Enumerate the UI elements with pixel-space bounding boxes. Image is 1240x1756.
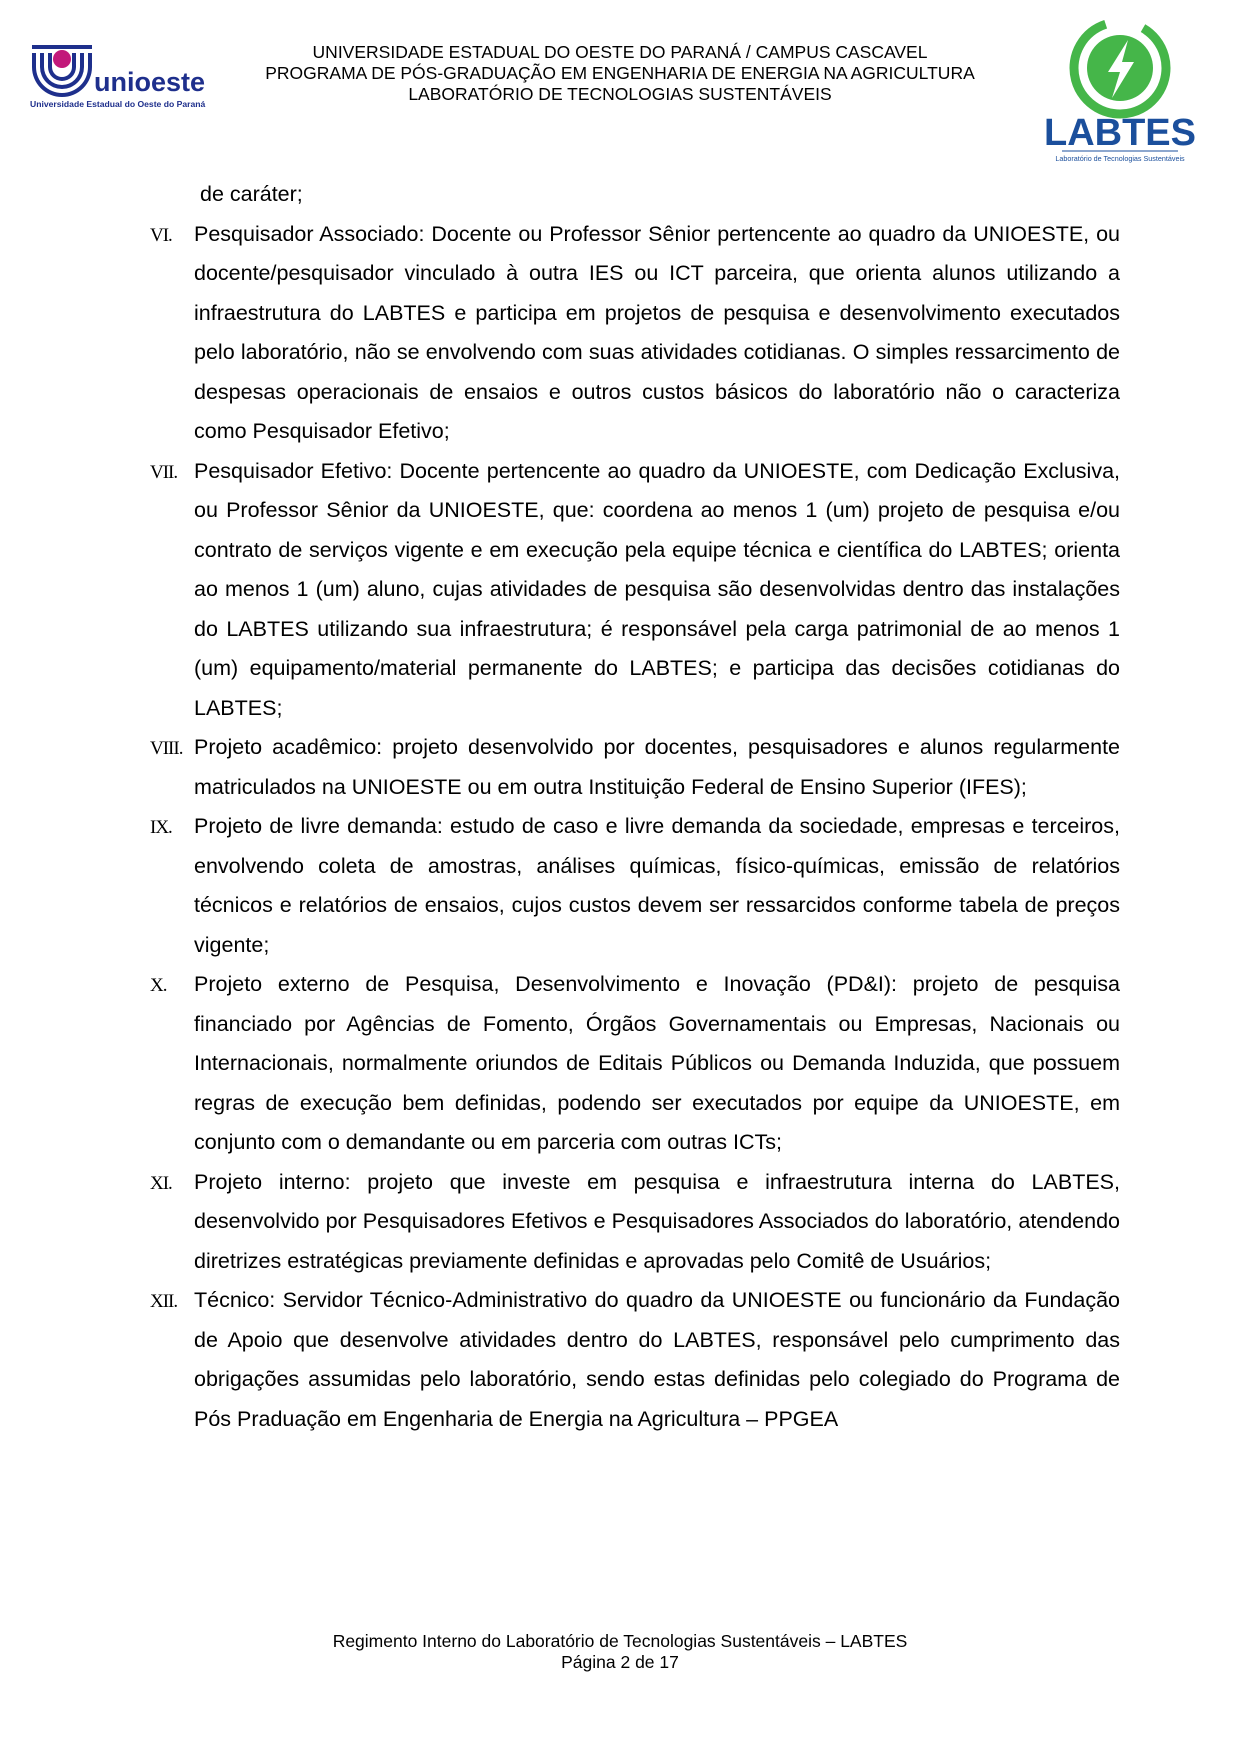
definition-item	[150, 965, 1120, 1163]
item-text: Projeto externo de Pesquisa, Desenvolvimento e Inovação (PD&I): projeto de pesquisa financiado por Agências de Fomento, Órgãos Governamentais ou Empresas, Nacionais ou Internacionais, normalmente oriundos de Editais Públicos ou Demanda Induzida, que possuem regras de execução bem definidas, podendo ser executados por equipe da UNIOESTE, em conjunto com o demandante ou em parceria com outras ICTs;	[194, 972, 1120, 1154]
item-numeral: X.	[150, 975, 167, 996]
svg-text:Laboratório de Tecnologias Sus: Laboratório de Tecnologias Sustentáveis	[1055, 154, 1185, 163]
item-text: Pesquisador Associado: Docente ou Professor Sênior pertencente ao quadro da UNIOESTE, ou docente/pesquisador vinculado à outra IES ou ICT parceira, que orienta alunos utilizando a infraestrutura do LABTES e participa em projetos de pesquisa e desenvolvimento executados pelo laboratório, não se envolvendo com suas atividades cotidianas. O simples ressarcimento de despesas operacionais de ensaios e outros custos básicos do laboratório não o caracteriza como Pesquisador Efetivo;	[194, 221, 1120, 443]
item-text: Projeto interno: projeto que investe em pesquisa e infraestrutura interna do LABTES, desenvolvido por Pesquisadores Efetivos e Pesquisadores Associados do laboratório, atendendo diretrizes estratégicas previamente definidas e aprovadas pelo Comitê de Usuários;	[194, 1169, 1120, 1273]
definition-item	[150, 807, 1120, 965]
footer-title: Regimento Interno do Laboratório de Tecnologias Sustentáveis – LABTES	[332, 1631, 908, 1651]
page-header	[0, 0, 1240, 175]
definition-item	[150, 452, 1120, 729]
svg-text:unioeste: unioeste	[94, 67, 206, 97]
header-university: UNIVERSIDADE ESTADUAL DO OESTE DO PARANÁ / CAMPUS CASCAVEL	[312, 42, 928, 62]
item-numeral: XI.	[150, 1172, 172, 1194]
item-text: Técnico: Servidor Técnico-Administrativo do quadro da UNIOESTE ou funcionário da Fundação de Apoio que desenvolve atividades dentro do LABTES, responsável pelo cumprimento das obrigações assumidas pelo laboratório, sendo estas definidas pelo colegiado do Programa de Pós Praduação em Engenharia de Energia na Agricultura – PPGEA	[194, 1288, 1120, 1431]
unioeste-logo	[28, 45, 228, 115]
definition-item	[150, 215, 1120, 452]
item-text: Pesquisador Efetivo: Docente pertencente ao quadro da UNIOESTE, com Dedicação Exclusiva, ou Professor Sênior da UNIOESTE, que: coordena ao menos 1 (um) projeto de pesquisa e/ou contrato de serviços vigente e em execução pela equipe técnica e científica do LABTES; orienta ao menos 1 (um) aluno, cujas atividades de pesquisa são desenvolvidas dentro das instalações do LABTES utilizando sua infraestrutura; é responsável pela carga patrimonial de ao menos 1 (um) equipamento/material permanente do LABTES; e participa das decisões cotidianas do LABTES;	[194, 458, 1120, 720]
definition-item	[150, 728, 1120, 807]
header-lab: LABORATÓRIO DE TECNOLOGIAS SUSTENTÁVEIS	[408, 84, 832, 104]
svg-text:LABTES: LABTES	[1044, 112, 1196, 154]
item-numeral: VI.	[150, 224, 172, 246]
item-numeral: XII.	[150, 1291, 178, 1312]
continued-text: de caráter;	[200, 182, 303, 206]
item-numeral: VIII.	[150, 738, 183, 759]
definition-item	[150, 1281, 1120, 1439]
document-body	[150, 175, 1120, 1439]
page-number: Página 2 de 17	[561, 1652, 679, 1672]
item-numeral: VII.	[150, 461, 178, 483]
item-text: Projeto acadêmico: projeto desenvolvido por docentes, pesquisadores e alunos regularmente matriculados na UNIOESTE ou em outra Instituição Federal de Ensino Superior (IFES);	[194, 735, 1120, 799]
header-program: PROGRAMA DE PÓS-GRADUAÇÃO EM ENGENHARIA DE ENERGIA NA AGRICULTURA	[265, 63, 975, 83]
definition-item	[150, 1163, 1120, 1282]
header-text	[240, 42, 1000, 105]
page-footer	[0, 1631, 1240, 1673]
labtes-logo	[1040, 10, 1200, 165]
item-numeral: IX.	[150, 817, 172, 838]
svg-text:Universidade Estadual do Oeste: Universidade Estadual do Oeste do Paraná	[30, 99, 206, 109]
item-text: Projeto de livre demanda: estudo de caso e livre demanda da sociedade, empresas e terceiros, envolvendo coleta de amostras, análises químicas, físico-químicas, emissão de relatórios técnicos e relatórios de ensaios, cujos custos devem ser ressarcidos conforme tabela de preços vigente;	[194, 814, 1120, 957]
